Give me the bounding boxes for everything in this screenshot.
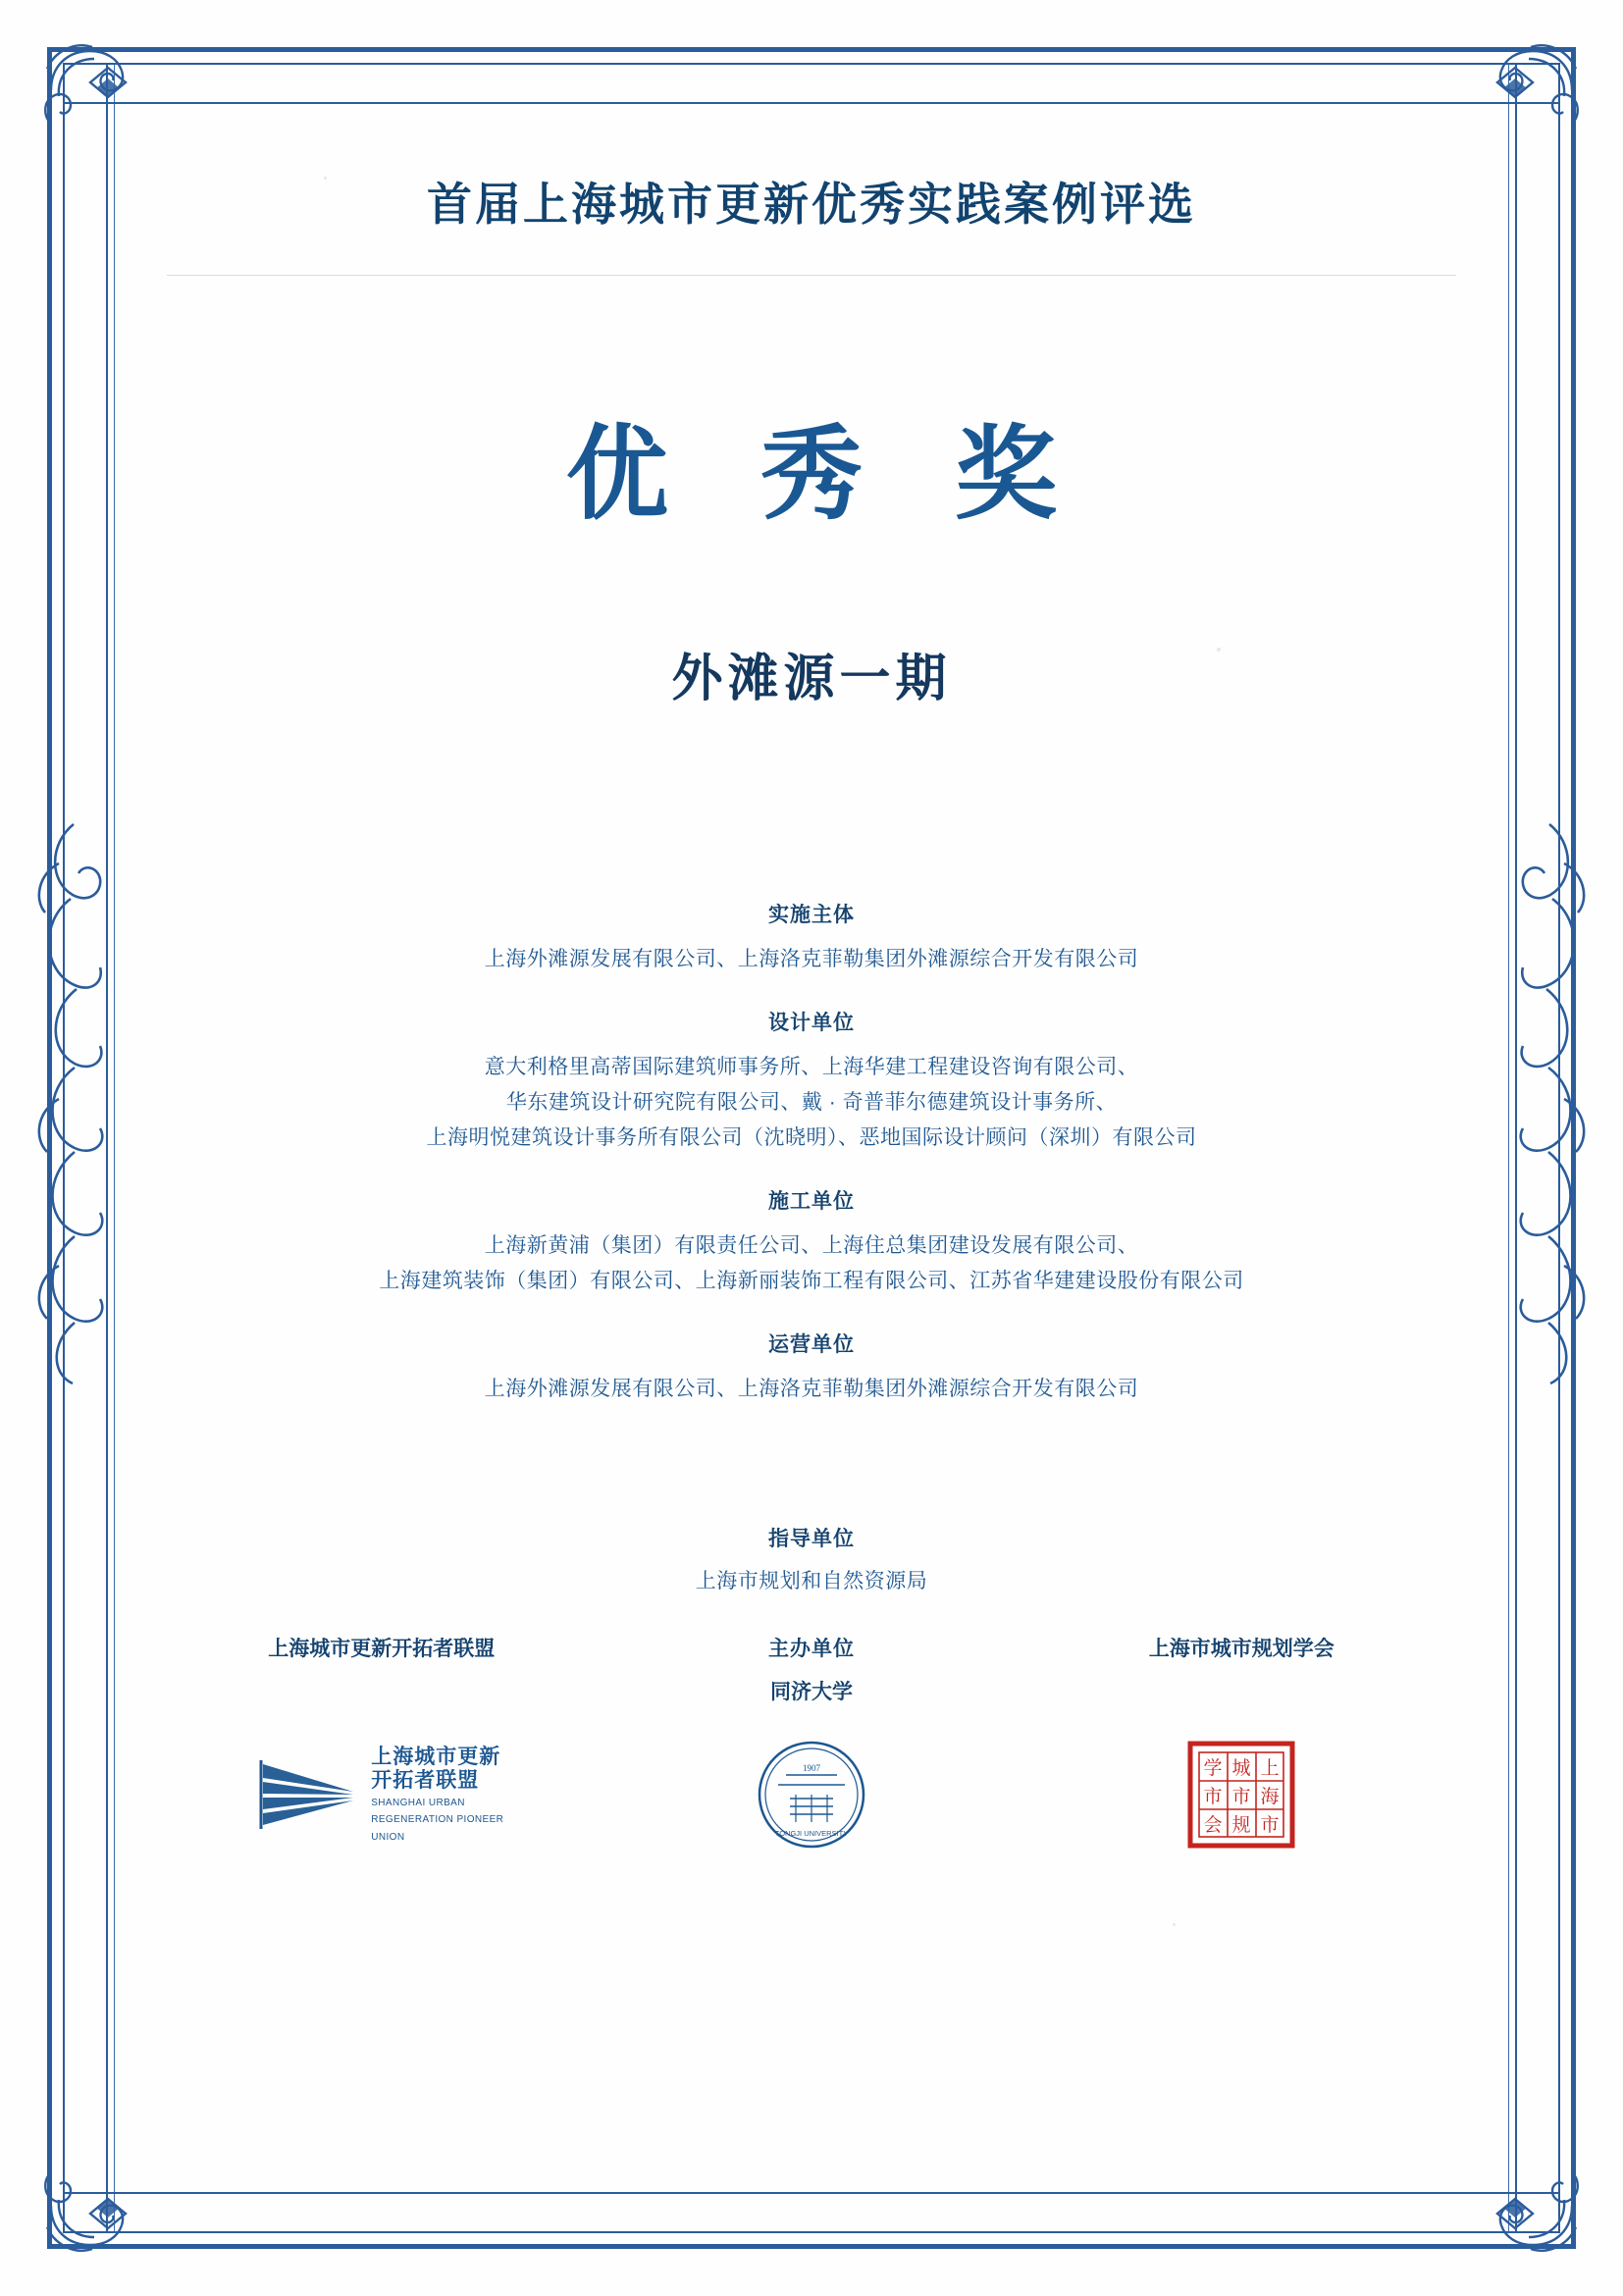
organizer-center	[597, 1633, 1026, 1705]
union-fan-icon	[259, 1758, 361, 1831]
project-name: 外滩源一期	[671, 651, 952, 707]
credit-line: 上海外滩源发展有限公司、上海洛克菲勒集团外滩源综合开发有限公司	[484, 948, 1139, 970]
svg-text:市: 市	[1203, 1787, 1223, 1807]
svg-text:市: 市	[1231, 1787, 1251, 1807]
top-rail	[63, 102, 1560, 104]
union-name-cn-line1: 上海城市更新	[371, 1745, 501, 1768]
side-scroll-ornament-icon	[20, 805, 128, 1393]
logo-tongji	[597, 1740, 1026, 1850]
tongji-university-seal-icon	[757, 1740, 866, 1850]
svg-text:会: 会	[1203, 1815, 1223, 1836]
page-title: 首届上海城市更新优秀实践案例评选	[427, 180, 1196, 230]
organizer-label: 上海城市更新开拓者联盟	[268, 1638, 496, 1660]
credit-line: 上海建筑装饰（集团）有限公司、上海新丽装饰工程有限公司、江苏省华建建设股份有限公司	[379, 1270, 1244, 1292]
organizer-label: 上海市城市规划学会	[1148, 1638, 1335, 1660]
tongji-name-en: TONGJI UNIVERSITY	[774, 1829, 849, 1838]
corner-flourish-icon	[33, 33, 181, 181]
credit-block-designer	[167, 1007, 1456, 1156]
bottom-rail	[63, 2192, 1560, 2194]
credit-label: 设计单位	[768, 1012, 855, 1034]
svg-text:海: 海	[1260, 1787, 1280, 1807]
credit-label: 运营单位	[768, 1333, 855, 1356]
union-name-en-line2: REGENERATION PIONEER	[371, 1814, 504, 1826]
credit-label: 施工单位	[768, 1190, 855, 1213]
host-label: 主办单位	[767, 1638, 855, 1660]
guidance-name: 上海市规划和自然资源局	[695, 1570, 928, 1592]
organizer-right-name	[1026, 1633, 1456, 1662]
corner-flourish-icon	[1442, 33, 1590, 181]
guidance-section	[167, 1523, 1456, 1599]
guidance-label: 指导单位	[768, 1528, 855, 1550]
svg-text:学: 学	[1203, 1758, 1223, 1779]
logo-union	[167, 1746, 597, 1845]
credit-line: 上海外滩源发展有限公司、上海洛克菲勒集团外滩源综合开发有限公司	[484, 1378, 1139, 1400]
organizer-left-name	[167, 1633, 597, 1662]
tongji-year: 1907	[802, 1763, 820, 1773]
svg-text:上: 上	[1260, 1758, 1280, 1779]
union-name-en-line1: SHANGHAI URBAN	[371, 1797, 465, 1808]
svg-text:市: 市	[1260, 1815, 1280, 1836]
organizer-row	[167, 1633, 1456, 1705]
credit-block-constructor	[167, 1185, 1456, 1299]
host-section	[167, 1633, 1456, 1858]
certificate-content	[167, 128, 1456, 2168]
credit-label: 实施主体	[768, 904, 855, 926]
union-name-cn-line2: 开拓者联盟	[371, 1768, 480, 1792]
credit-line: 华东建筑设计研究院有限公司、戴 · 奇普菲尔德建筑设计事务所、	[505, 1091, 1118, 1114]
side-scroll-ornament-icon	[1495, 805, 1603, 1393]
red-seal-stamp-icon	[1183, 1737, 1299, 1852]
union-name-en-line3: UNION	[371, 1831, 405, 1843]
credit-line: 上海明悦建筑设计事务所有限公司（沈晓明）、恶地国际设计顾问（深圳）有限公司	[426, 1126, 1197, 1149]
corner-flourish-icon	[1442, 2115, 1590, 2263]
award-level: 优 秀 奖	[565, 419, 1090, 532]
credit-line: 上海新黄浦（集团）有限责任公司、上海住总集团建设发展有限公司、	[484, 1234, 1139, 1257]
organizer-center-name: 同济大学	[769, 1681, 853, 1703]
title-divider	[167, 275, 1456, 276]
svg-text:城: 城	[1231, 1758, 1251, 1779]
credit-line: 意大利格里高蒂国际建筑师事务所、上海华建工程建设咨询有限公司、	[484, 1056, 1139, 1078]
logo-row	[167, 1731, 1456, 1858]
credits-section	[167, 899, 1456, 1407]
credit-block-operator	[167, 1329, 1456, 1407]
svg-text:规: 规	[1231, 1815, 1251, 1836]
logo-planning-society	[1026, 1737, 1456, 1852]
corner-flourish-icon	[33, 2115, 181, 2263]
credit-block-implementer	[167, 899, 1456, 977]
